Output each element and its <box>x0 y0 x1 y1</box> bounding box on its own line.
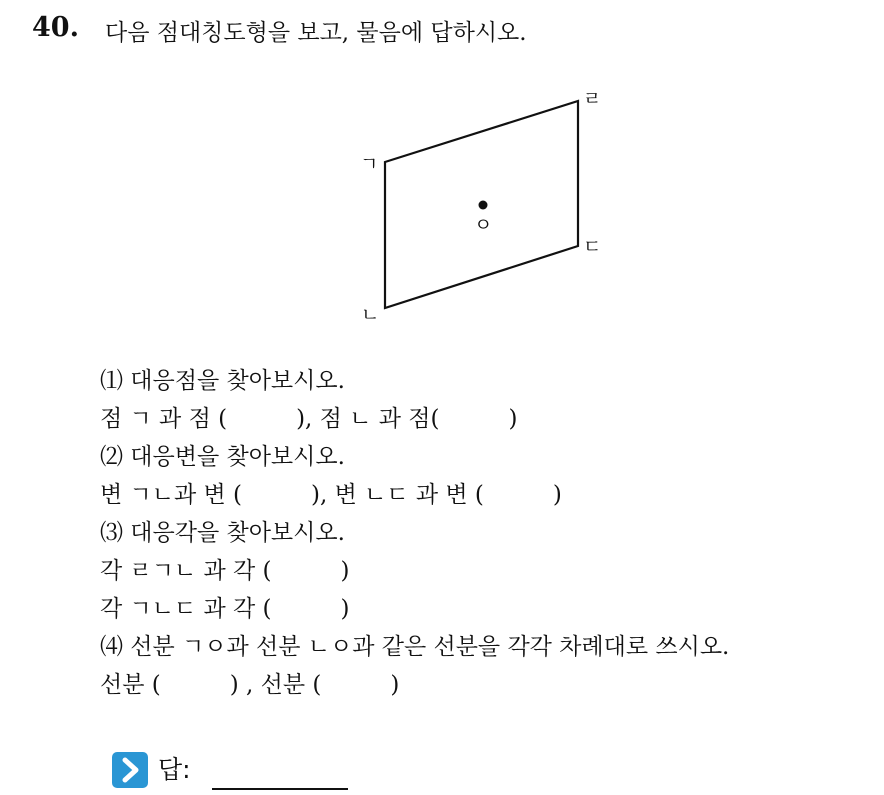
answer-arrow-icon <box>112 752 148 788</box>
center-label: ㅇ <box>474 214 493 236</box>
sub-question-2-blanks: 변 ㄱㄴ과 변 ( ), 변 ㄴㄷ 과 변 ( ) <box>100 482 562 508</box>
sub-question-4-blanks: 선분 ( ) , 선분 ( ) <box>100 672 400 698</box>
sub-question-1-prompt: ⑴ 대응점을 찾아보시오. <box>100 368 345 394</box>
vertex-label-bottom-left: ㄴ <box>361 304 380 326</box>
sub-question-4-prompt: ⑷ 선분 ㄱㅇ과 선분 ㄴㅇ과 같은 선분을 각각 차례대로 쓰시오. <box>100 634 730 660</box>
sub-question-1-blanks: 점 ㄱ 과 점 ( ), 점 ㄴ 과 점( ) <box>100 406 518 432</box>
vertex-label-bottom-right: ㄷ <box>583 236 602 258</box>
sub-question-2-prompt: ⑵ 대응변을 찾아보시오. <box>100 444 345 470</box>
vertex-label-top-right: ㄹ <box>583 88 602 110</box>
question-text: 다음 점대칭도형을 보고, 물음에 답하시오. <box>105 20 527 46</box>
vertex-label-top-left: ㄱ <box>360 153 379 175</box>
sub-question-3-blank-b: 각 ㄱㄴㄷ 과 각 ( ) <box>100 596 350 622</box>
sub-question-3-prompt: ⑶ 대응각을 찾아보시오. <box>100 520 345 546</box>
answer-label: 답: <box>158 755 191 784</box>
center-point <box>479 201 488 210</box>
question-number: 40. <box>32 12 79 43</box>
answer-blank[interactable] <box>212 788 348 790</box>
sub-question-3-blank-a: 각 ㄹㄱㄴ 과 각 ( ) <box>100 558 350 584</box>
